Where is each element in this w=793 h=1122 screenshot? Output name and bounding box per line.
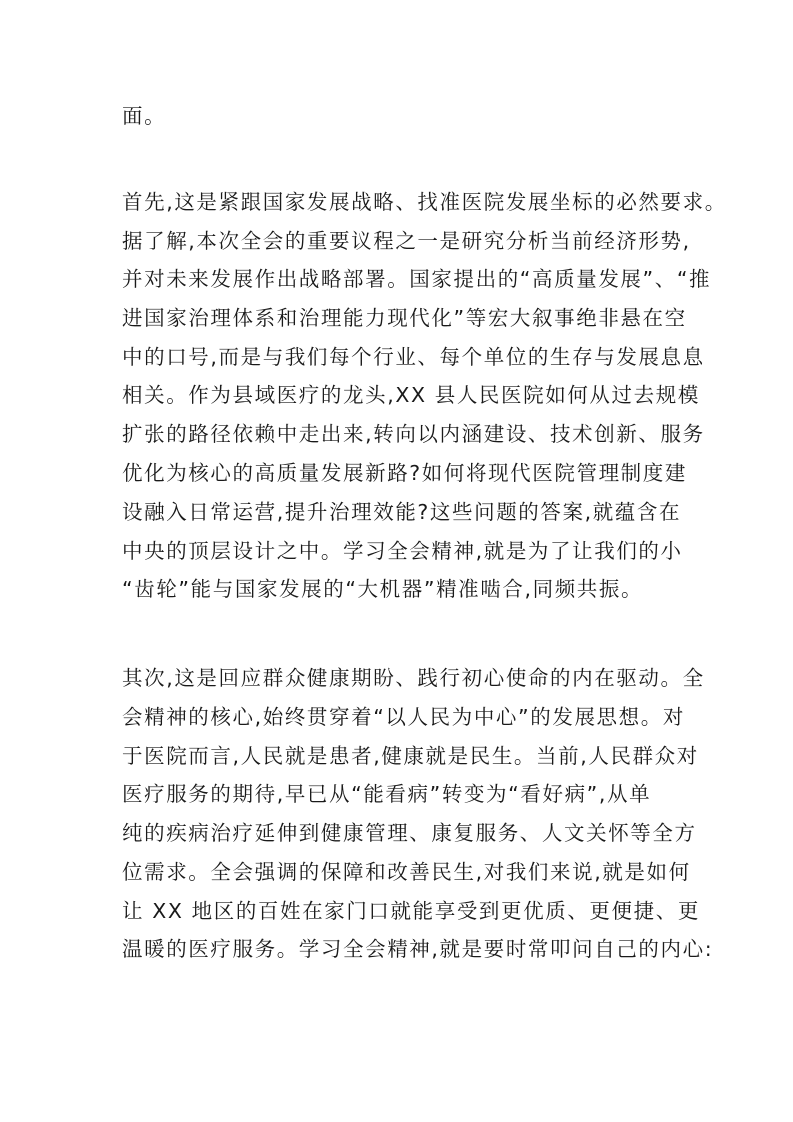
text-line: 面。: [122, 104, 167, 128]
text-line: 纯的疾病治疗延伸到健康管理、康复服务、人文关怀等全方: [122, 821, 697, 845]
text-line: 据了解,本次全会的重要议程之一是研究分析当前经济形势,: [122, 229, 691, 253]
text-line: 于医院而言,人民就是患者,健康就是民生。当前,人民群众对: [122, 744, 699, 768]
text-line: 其次,这是回应群众健康期盼、践行初心使命的内在驱动。全: [122, 666, 705, 690]
text-line: 扩张的路径依赖中走出来,转向以内涵建设、技术创新、服务: [122, 422, 705, 446]
text-line: 并对未来发展作出战略部署。国家提出的“高质量发展”、“推: [122, 267, 712, 291]
text-line: 位需求。全会强调的保障和改善民生,对我们来说,就是如何: [122, 860, 691, 884]
text-line: 进国家治理体系和治理能力现代化”等宏大叙事绝非悬在空: [122, 306, 687, 330]
text-line: 设融入日常运营,提升治理效能?这些问题的答案,就蕴含在: [122, 500, 682, 524]
text-line: 让 XX 地区的百姓在家门口就能享受到更优质、更便捷、更: [122, 899, 700, 923]
text-line: 相关。作为县域医疗的龙头,XX 县人民医院如何从过去规模: [122, 383, 700, 407]
text-line: 中央的顶层设计之中。学习全会精神,就是为了让我们的小: [122, 539, 683, 563]
text-line: 首先,这是紧跟国家发展战略、找准医院发展坐标的必然要求。: [122, 190, 727, 214]
text-line: 会精神的核心,始终贯穿着“以人民为中心”的发展思想。对: [122, 705, 685, 729]
text-line: 医疗服务的期待,早已从“能看病”转变为“看好病”,从单: [122, 782, 652, 806]
text-line: 优化为核心的高质量发展新路?如何将现代医院管理制度建: [122, 461, 687, 485]
text-line: 温暖的医疗服务。学习全会精神,就是要时常叩问自己的内心:: [122, 937, 714, 961]
text-line: 中的口号,而是与我们每个行业、每个单位的生存与发展息息: [122, 345, 705, 369]
text-line: “齿轮”能与国家发展的“大机器”精准啮合,同频共振。: [122, 577, 644, 601]
